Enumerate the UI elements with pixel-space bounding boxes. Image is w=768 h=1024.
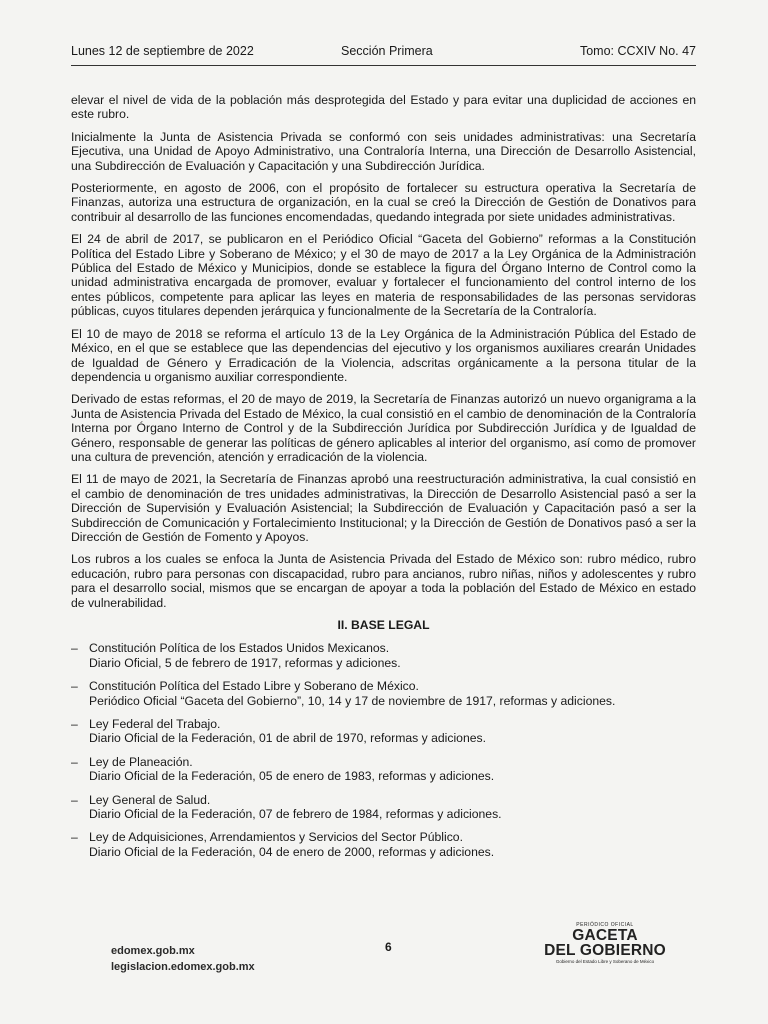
list-item bbox=[71, 641, 696, 670]
list-dash: – bbox=[71, 717, 78, 732]
law-publication: Diario Oficial de la Federación, 01 de abril de 1970, reformas y adiciones. bbox=[89, 731, 486, 746]
paragraph: El 24 de abril de 2017, se publicaron en el Periódico Oficial “Gaceta del Gobierno” reformas a la Constitución Política del Estado Libre y Soberano de México; y el 30 de mayo de 2017 a la Ley Orgánica de la Administración Pública del Estado de México y Municipios, donde se establece la figura del Órgano Interno de Control como la unidad administrativa encargada de promover, evaluar y fortalecer el funcionamiento del control interno de los entes públicos, competente para aplicar las leyes en materia de responsabilidades de las personas servidoras públicas, cuyos titulares dependen jerárquica y funcionalmente de la Secretaría de la Contraloría. bbox=[71, 232, 696, 319]
paragraph: elevar el nivel de vida de la población más desprotegida del Estado y para evitar una duplicidad de acciones en este rubro. bbox=[71, 93, 696, 122]
footer-link-edomex[interactable]: edomex.gob.mx bbox=[111, 945, 195, 957]
footer-link-legislacion[interactable]: legislacion.edomex.gob.mx bbox=[111, 961, 255, 973]
list-dash: – bbox=[71, 679, 78, 694]
header-section: Sección Primera bbox=[341, 44, 433, 58]
gaceta-logo bbox=[540, 922, 670, 964]
page-number: 6 bbox=[385, 940, 392, 954]
section-title: II. BASE LEGAL bbox=[337, 618, 430, 632]
law-title: Constitución Política de los Estados Unidos Mexicanos. bbox=[89, 641, 390, 656]
list-item bbox=[71, 793, 696, 822]
law-publication: Periódico Oficial “Gaceta del Gobierno”, 10, 14 y 17 de noviembre de 1917, reformas y adiciones. bbox=[89, 693, 616, 708]
document-body bbox=[71, 93, 696, 868]
list-item bbox=[71, 717, 696, 746]
paragraph: El 11 de mayo de 2021, la Secretaría de Finanzas aprobó una reestructuración administrativa, la cual consistió en el cambio de denominación de tres unidades administrativas, la Dirección de Desarrollo Asistencial pasó a ser la Dirección de Supervisión y Evaluación Asistencial; la Subdirección de Evaluación y Capacitación pasó a ser la Subdirección de Comunicación y Fortalecimiento Institucional; y la Dirección de Gestión de Donativos pasó a ser la Dirección de Gestión de Fomento y Apoyos. bbox=[71, 472, 696, 544]
page-header bbox=[71, 44, 696, 62]
header-volume: Tomo: CCXIV No. 47 bbox=[579, 44, 696, 58]
list-dash: – bbox=[71, 830, 78, 845]
paragraph: Derivado de estas reformas, el 20 de mayo de 2019, la Secretaría de Finanzas autorizó un nuevo organigrama a la Junta de Asistencia Privada del Estado de México, la cual consistió en el cambio de denominación de la Contraloría Interna por Órgano Interno de Control y de la Subdirección Jurídica por Subdirección Jurídica y de Igualdad de Género, responsable de generar las políticas de género aplicables al interior del organismo, así como de promover una cultura de prevención, atención y erradicación de la violencia. bbox=[71, 392, 696, 464]
list-item bbox=[71, 755, 696, 784]
paragraph: El 10 de mayo de 2018 se reforma el artículo 13 de la Ley Orgánica de la Administración Pública del Estado de México, en el que se establece que las dependencias del ejecutivo y los organismos auxiliares crearán Unidades de Igualdad de Género y Erradicación de la Violencia, adscritas orgánicamente a la persona titular de la dependencia u organismo auxiliar correspondiente. bbox=[71, 326, 696, 384]
law-title: Ley Federal del Trabajo. bbox=[89, 717, 221, 732]
law-publication: Diario Oficial, 5 de febrero de 1917, reformas y adiciones. bbox=[89, 655, 401, 670]
logo-line-1: GACETA bbox=[572, 927, 638, 944]
list-dash: – bbox=[71, 792, 78, 807]
law-title: Ley General de Salud. bbox=[89, 792, 211, 807]
list-dash: – bbox=[71, 754, 78, 769]
header-date: Lunes 12 de septiembre de 2022 bbox=[71, 44, 254, 58]
law-title: Ley de Planeación. bbox=[89, 754, 193, 769]
paragraph: Inicialmente la Junta de Asistencia Privada se conformó con seis unidades administrativas: una Secretaría Ejecutiva, una Unidad de Apoyo Administrativo, una Contraloría Interna, una Dirección de Desarrollo Asistencial, una Subdirección de Evaluación y Capacitación y una Subdirección Jurídica. bbox=[71, 129, 696, 173]
logo-line-2: DEL GOBIERNO bbox=[544, 942, 666, 959]
paragraph: Posteriormente, en agosto de 2006, con el propósito de fortalecer su estructura operativa la Secretaría de Finanzas, autoriza una estructura de organización, en la cual se creó la Dirección de Gestión de Donativos para contribuir al desarrollo de las funciones encomendadas, quedando integrada por siete unidades administrativas. bbox=[71, 181, 696, 224]
law-publication: Diario Oficial de la Federación, 05 de enero de 1983, reformas y adiciones. bbox=[89, 769, 495, 784]
paragraph: Los rubros a los cuales se enfoca la Junta de Asistencia Privada del Estado de México son: rubro médico, rubro educación, rubro para personas con discapacidad, rubro para ancianos, rubro niñas, niños y adolescentes y rubro para el desarrollo social, mismos que se encargan de apoyar a toda la población del Estado de México en estado de vulnerabilidad. bbox=[71, 552, 696, 610]
list-item bbox=[71, 679, 696, 708]
legal-basis-list bbox=[71, 641, 696, 859]
list-dash: – bbox=[71, 641, 78, 656]
logo-small-text: PERIÓDICO OFICIAL bbox=[576, 922, 634, 928]
law-publication: Diario Oficial de la Federación, 04 de enero de 2000, reformas y adiciones. bbox=[89, 844, 495, 859]
logo-subtitle: Gobierno del Estado Libre y Soberano de México bbox=[555, 959, 655, 964]
law-title: Ley de Adquisiciones, Arrendamientos y Servicios del Sector Público. bbox=[89, 830, 463, 845]
footer-links bbox=[111, 943, 255, 975]
law-publication: Diario Oficial de la Federación, 07 de febrero de 1984, reformas y adiciones. bbox=[89, 807, 502, 822]
header-rule bbox=[71, 65, 696, 66]
list-item bbox=[71, 830, 696, 859]
law-title: Constitución Política del Estado Libre y Soberano de México. bbox=[89, 679, 419, 694]
